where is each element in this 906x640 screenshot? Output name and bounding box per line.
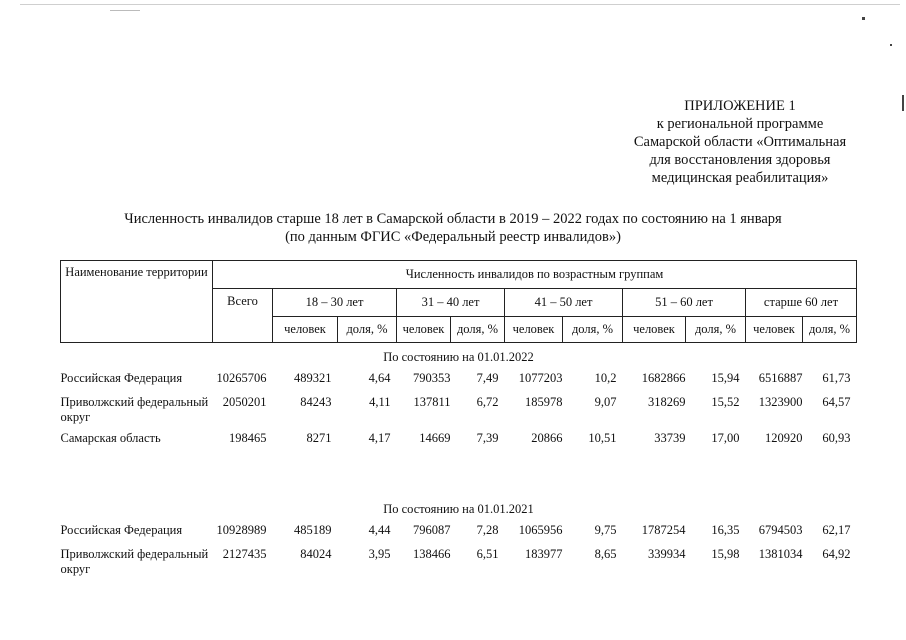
- people-value: 790353: [413, 371, 451, 385]
- total-value: 10928989: [216, 523, 267, 537]
- total-value: 2050201: [222, 395, 267, 409]
- share-header: доля, %: [338, 317, 397, 343]
- share-value: 7,28: [476, 523, 499, 537]
- territory-name: Приволжский федеральный округ: [60, 547, 209, 576]
- document-title: [20, 210, 886, 246]
- statistics-table: [60, 260, 857, 583]
- territory-name: Российская Федерация: [60, 523, 183, 537]
- total-header: Всего: [213, 289, 273, 343]
- share-value: 17,00: [711, 431, 740, 445]
- people-value: 1323900: [758, 395, 803, 409]
- section-gap: [61, 455, 857, 495]
- appendix-title: ПРИЛОЖЕНИЕ 1: [684, 98, 796, 114]
- share-value: 4,11: [369, 395, 391, 409]
- people-value: 6794503: [758, 523, 803, 537]
- people-value: 20866: [531, 431, 563, 445]
- share-value: 61,73: [822, 371, 851, 385]
- appendix-line: к региональной программе: [656, 116, 824, 132]
- share-value: 10,51: [588, 431, 617, 445]
- section-label: По состоянию на 01.01.2022: [383, 349, 534, 364]
- appendix-line: Самарской области «Оптимальная: [633, 134, 847, 150]
- share-header: доля, %: [686, 317, 746, 343]
- scan-edge-line: [20, 4, 900, 5]
- share-value: 15,52: [711, 395, 740, 409]
- share-value: 8,65: [594, 547, 617, 561]
- people-value: 1787254: [641, 523, 686, 537]
- people-value: 8271: [306, 431, 332, 445]
- people-value: 33739: [654, 431, 686, 445]
- territory-name: Российская Федерация: [60, 371, 183, 385]
- document-title-line: Численность инвалидов старше 18 лет в Самарской области в 2019 – 2022 годах по состоянию на 1 января: [124, 211, 782, 227]
- age-group-header: 18 – 30 лет: [273, 289, 397, 317]
- people-value: 84243: [300, 395, 332, 409]
- share-value: 10,2: [594, 371, 617, 385]
- share-value: 16,35: [711, 523, 740, 537]
- share-value: 15,94: [711, 371, 740, 385]
- share-value: 4,17: [368, 431, 391, 445]
- share-value: 9,07: [594, 395, 617, 409]
- scan-speck: [902, 95, 904, 111]
- share-value: 60,93: [822, 431, 851, 445]
- appendix-block: [590, 97, 890, 187]
- group-header: Численность инвалидов по возрастным группам: [213, 261, 857, 289]
- share-header: доля, %: [563, 317, 623, 343]
- people-header: человек: [273, 317, 338, 343]
- people-value: 1077203: [518, 371, 563, 385]
- people-header: человек: [397, 317, 451, 343]
- territory-header: Наименование территории: [61, 261, 213, 343]
- people-value: 339934: [648, 547, 686, 561]
- share-value: 7,39: [476, 431, 499, 445]
- age-group-header: 41 – 50 лет: [505, 289, 623, 317]
- share-value: 3,95: [368, 547, 391, 561]
- total-value: 10265706: [216, 371, 267, 385]
- people-value: 138466: [413, 547, 451, 561]
- people-value: 185978: [525, 395, 563, 409]
- people-value: 796087: [413, 523, 451, 537]
- people-value: 6516887: [758, 371, 803, 385]
- territory-name: Самарская область: [60, 431, 161, 445]
- people-header: человек: [623, 317, 686, 343]
- share-value: 4,64: [368, 371, 391, 385]
- share-header: доля, %: [451, 317, 505, 343]
- people-value: 183977: [525, 547, 563, 561]
- scan-speck: [890, 44, 892, 46]
- total-value: 2127435: [222, 547, 267, 561]
- territory-name: Приволжский федеральный округ: [60, 395, 209, 424]
- scan-edge-mark: [110, 10, 140, 11]
- people-value: 14669: [419, 431, 451, 445]
- appendix-line: медицинская реабилитация»: [651, 170, 829, 186]
- share-header: доля, %: [803, 317, 857, 343]
- appendix-line: для восстановления здоровья: [649, 152, 831, 168]
- people-value: 489321: [294, 371, 332, 385]
- document-title-line: (по данным ФГИС «Федеральный реестр инвалидов»): [285, 229, 621, 245]
- share-value: 4,44: [368, 523, 391, 537]
- total-value: 198465: [229, 431, 267, 445]
- people-header: человек: [746, 317, 803, 343]
- section-label: По состоянию на 01.01.2021: [383, 501, 534, 516]
- people-header: человек: [505, 317, 563, 343]
- age-group-header: 51 – 60 лет: [623, 289, 746, 317]
- share-value: 7,49: [476, 371, 499, 385]
- share-value: 64,92: [822, 547, 851, 561]
- people-value: 120920: [765, 431, 803, 445]
- share-value: 9,75: [594, 523, 617, 537]
- people-value: 137811: [413, 395, 451, 409]
- share-value: 64,57: [822, 395, 851, 409]
- people-value: 318269: [648, 395, 686, 409]
- age-group-header: 31 – 40 лет: [397, 289, 505, 317]
- people-value: 84024: [300, 547, 332, 561]
- share-value: 15,98: [711, 547, 740, 561]
- people-value: 1381034: [758, 547, 803, 561]
- scan-speck: [862, 17, 865, 20]
- people-value: 485189: [294, 523, 332, 537]
- age-group-header: старше 60 лет: [746, 289, 857, 317]
- people-value: 1682866: [641, 371, 686, 385]
- share-value: 6,72: [476, 395, 499, 409]
- people-value: 1065956: [518, 523, 563, 537]
- share-value: 6,51: [476, 547, 499, 561]
- share-value: 62,17: [822, 523, 851, 537]
